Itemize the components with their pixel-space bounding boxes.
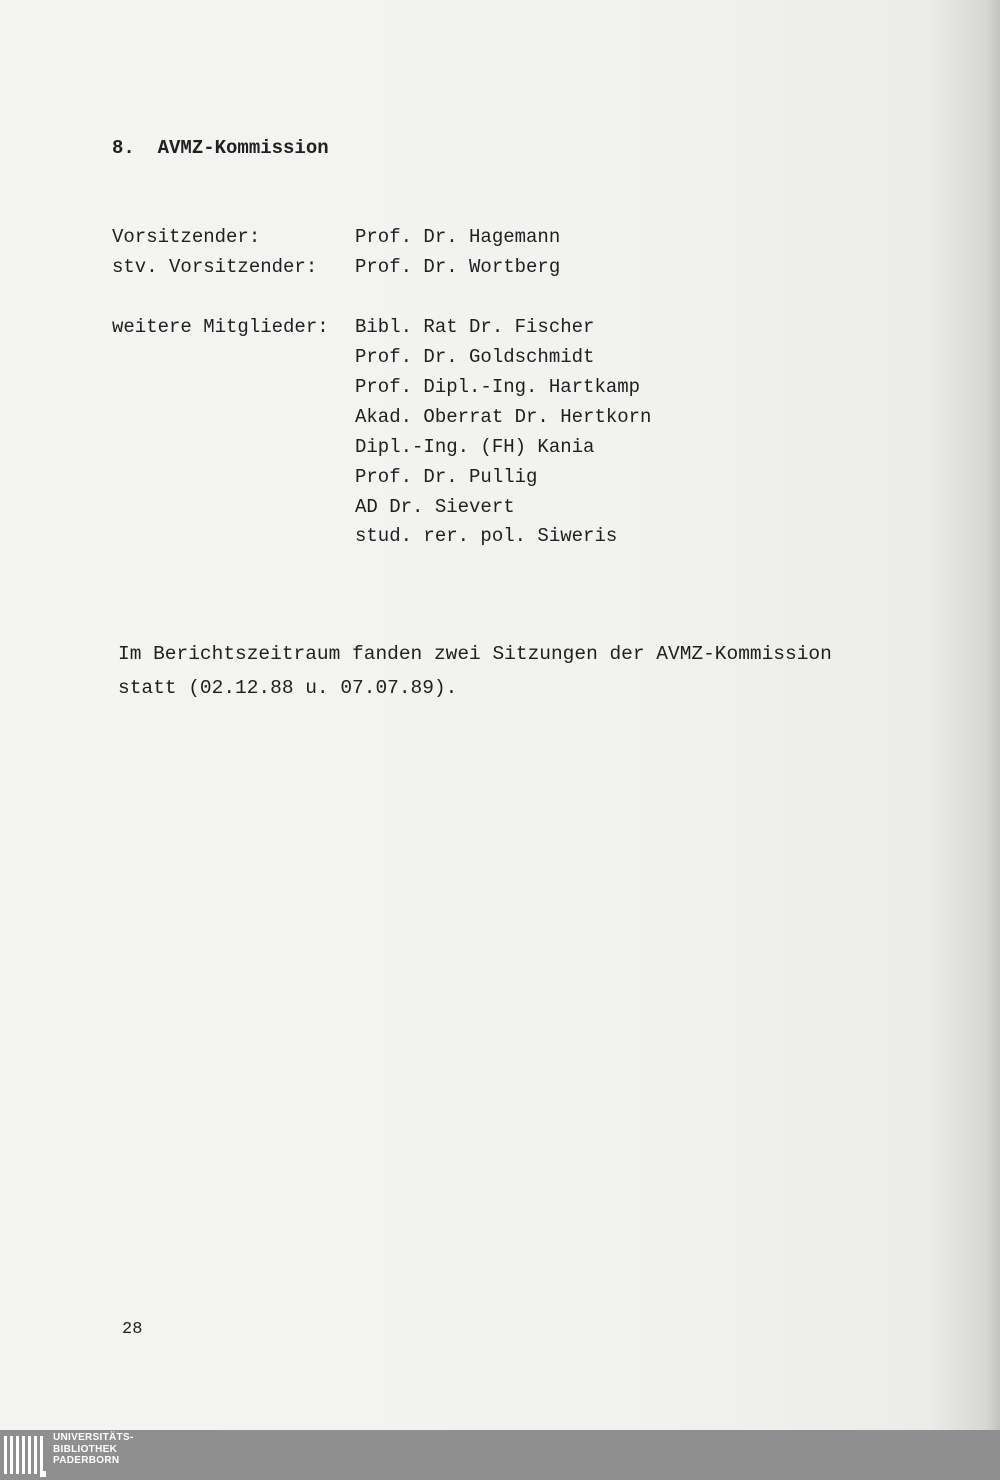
members-label: weitere Mitglieder: [112,316,329,338]
section-heading: 8. AVMZ-Kommission [112,137,329,159]
logo-line: UNIVERSITÄTS- [53,1432,134,1443]
member-item: Dipl.-Ing. (FH) Kania [355,436,595,458]
member-item: AD Dr. Sievert [355,496,515,518]
vice-chair-label: stv. Vorsitzender: [112,256,318,278]
member-item: Prof. Dipl.-Ing. Hartkamp [355,376,641,398]
member-item: stud. rer. pol. Siweris [355,525,618,547]
meetings-text-line-1: Im Berichtszeitraum fanden zwei Sitzungen der AVMZ-Kommission [118,643,832,665]
page-edge-shadow [986,0,1000,1430]
member-item: Prof. Dr. Goldschmidt [355,346,595,368]
meetings-text-line-2: statt (02.12.88 u. 07.07.89). [118,677,458,699]
logo-line: BIBLIOTHEK [53,1443,118,1455]
member-item: Akad. Oberrat Dr. Hertkorn [355,406,652,428]
page-number: 28 [122,1320,143,1339]
chair-name: Prof. Dr. Hagemann [355,226,561,248]
member-item: Bibl. Rat Dr. Fischer [355,316,595,338]
vice-chair-name: Prof. Dr. Wortberg [355,256,561,278]
library-logo-text [53,1432,173,1467]
library-logo-icon [4,1432,50,1478]
logo-line: PADERBORN [53,1455,120,1466]
chair-label: Vorsitzender: [112,226,261,248]
member-item: Prof. Dr. Pullig [355,466,538,488]
